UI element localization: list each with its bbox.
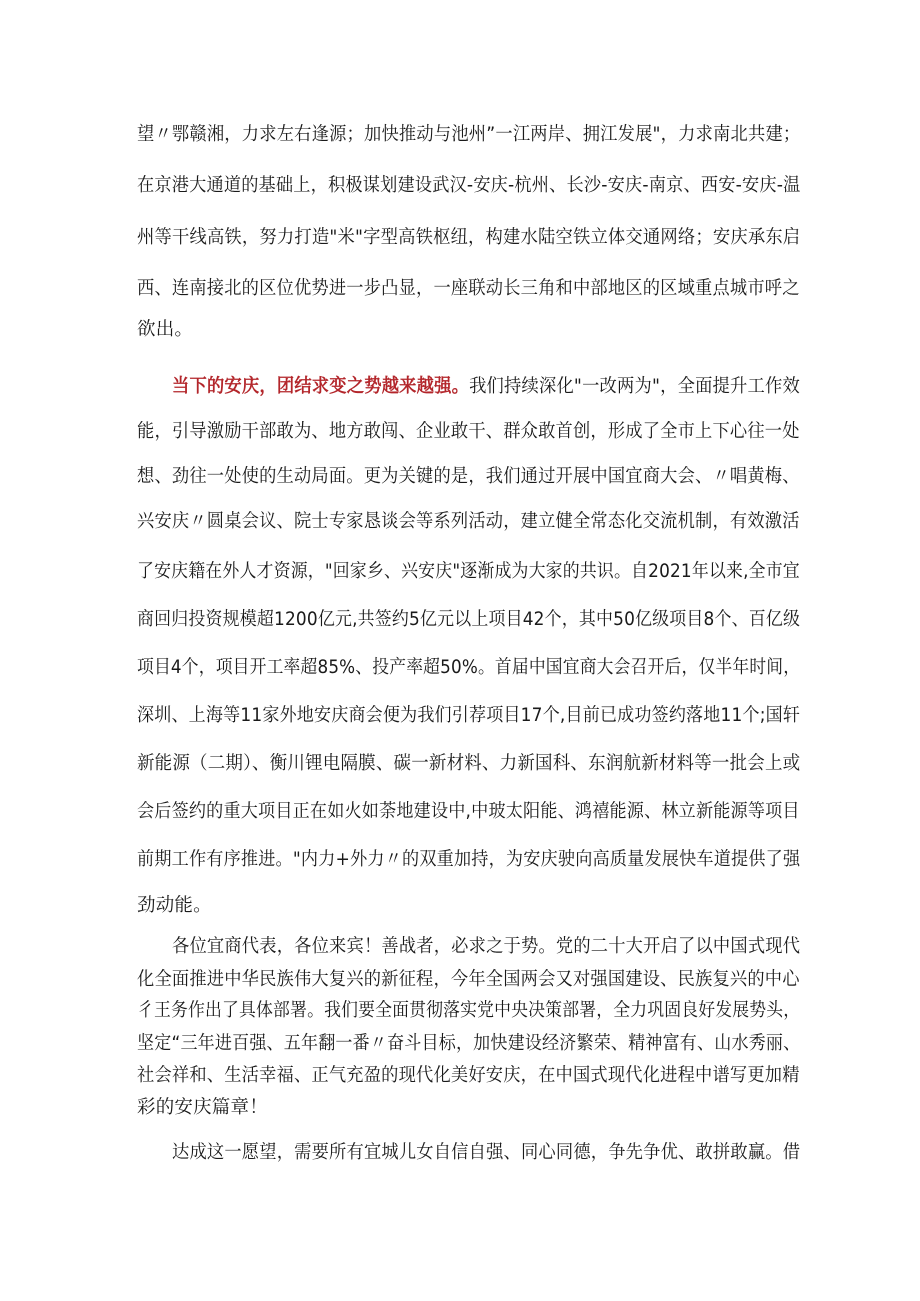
text-line: 坚定“三年进百强、五年翻一番〃奋斗目标，加快建设经济繁荣、精神富有、山水秀丽、 [137,1033,801,1054]
text-line: 化全面推进中华民族伟大复兴的新征程，今年全国两会又对强国建设、民族复兴的中心 [137,969,800,990]
text-line: 西、连南接北的区位优势进一步凸显，一座联动长三角和中部地区的区域重点城市呼之 [137,278,800,299]
text-line: 新能源（二期）、衡川锂电隔膜、碳一新材料、力新国科、东润航新材料等一批会上或 [137,753,801,774]
text-line: 彳王务作出了具体部署。我们要全面贯彻落实党中央决策部署，全力巩固良好发展势头， [137,1000,801,1021]
text-span: 我们持续深化"一改两为"，全面提升工作效 [469,376,800,397]
text-line [172,375,800,399]
highlighted-phrase: 当下的安庆，团结求变之势越来越强。 [172,376,470,397]
text-line: 想、劲往一处使的生动局面。更为关键的是，我们通过开展中国宜商大会、〃唱黄梅、 [137,466,800,487]
text-line: 各位宜商代表，各位来宾！善战者，必求之于势。党的二十大开启了以中国式现代 [172,936,801,957]
text-line: 州等干线高铁，努力打造"米"字型高铁枢纽，构建水陆空铁立体交通网络；安庆承东启 [137,227,801,248]
text-line: 能，引导激励干部敢为、地方敢闯、企业敢干、群众敢首创，形成了全市上下心往一处 [137,421,800,442]
text-line: 前期工作有序推进。"内力+外力〃的双重加持，为安庆驶向高质量发展快车道提供了强 [137,849,801,870]
text-line: 彩的安庆篇章！ [137,1097,268,1118]
text-line: 欲出。 [137,319,194,340]
text-line: 商回归投资规模超1200亿元,共签约5亿元以上项目42个，其中50亿级项目8个、百亿级 [137,609,801,630]
text-line: 了安庆籍在外人才资源，"回家乡、兴安庆"逐渐成为大家的共识。自2021年以来,全市宜 [137,561,800,582]
text-line: 劲动能。 [137,895,212,916]
text-line: 项目4个，项目开工率超85%、投产率超50%。首届中国宜商大会召开后，仅半年时间， [137,657,801,678]
text-line: 深圳、上海等11家外地安庆商会便为我们引荐项目17个,目前已成功签约落地11个;国轩 [137,705,801,726]
text-line: 会后签约的重大项目正在如火如荼地建设中,中玻太阳能、鸿禧能源、林立新能源等项目 [137,801,800,822]
text-line: 望〃鄂赣湘，力求左右逢源；加快推动与池州”一江两岸、拥江发展"，力求南北共建； [137,124,801,145]
text-line: 社会祥和、生活幸福、正气充盈的现代化美好安庆，在中国式现代化进程中谱写更加精 [137,1065,800,1086]
text-line: 兴安庆〃圆桌会议、院士专家恳谈会等系列活动，建立健全常态化交流机制，有效激活 [137,511,800,532]
text-line: 达成这一愿望，需要所有宜城儿女自信自强、同心同德，争先争优、敢拼敢赢。借 [172,1142,801,1163]
text-line: 在京港大通道的基础上，积极谋划建设武汉-安庆-杭州、长沙-安庆-南京、西安-安庆-温 [137,175,801,196]
